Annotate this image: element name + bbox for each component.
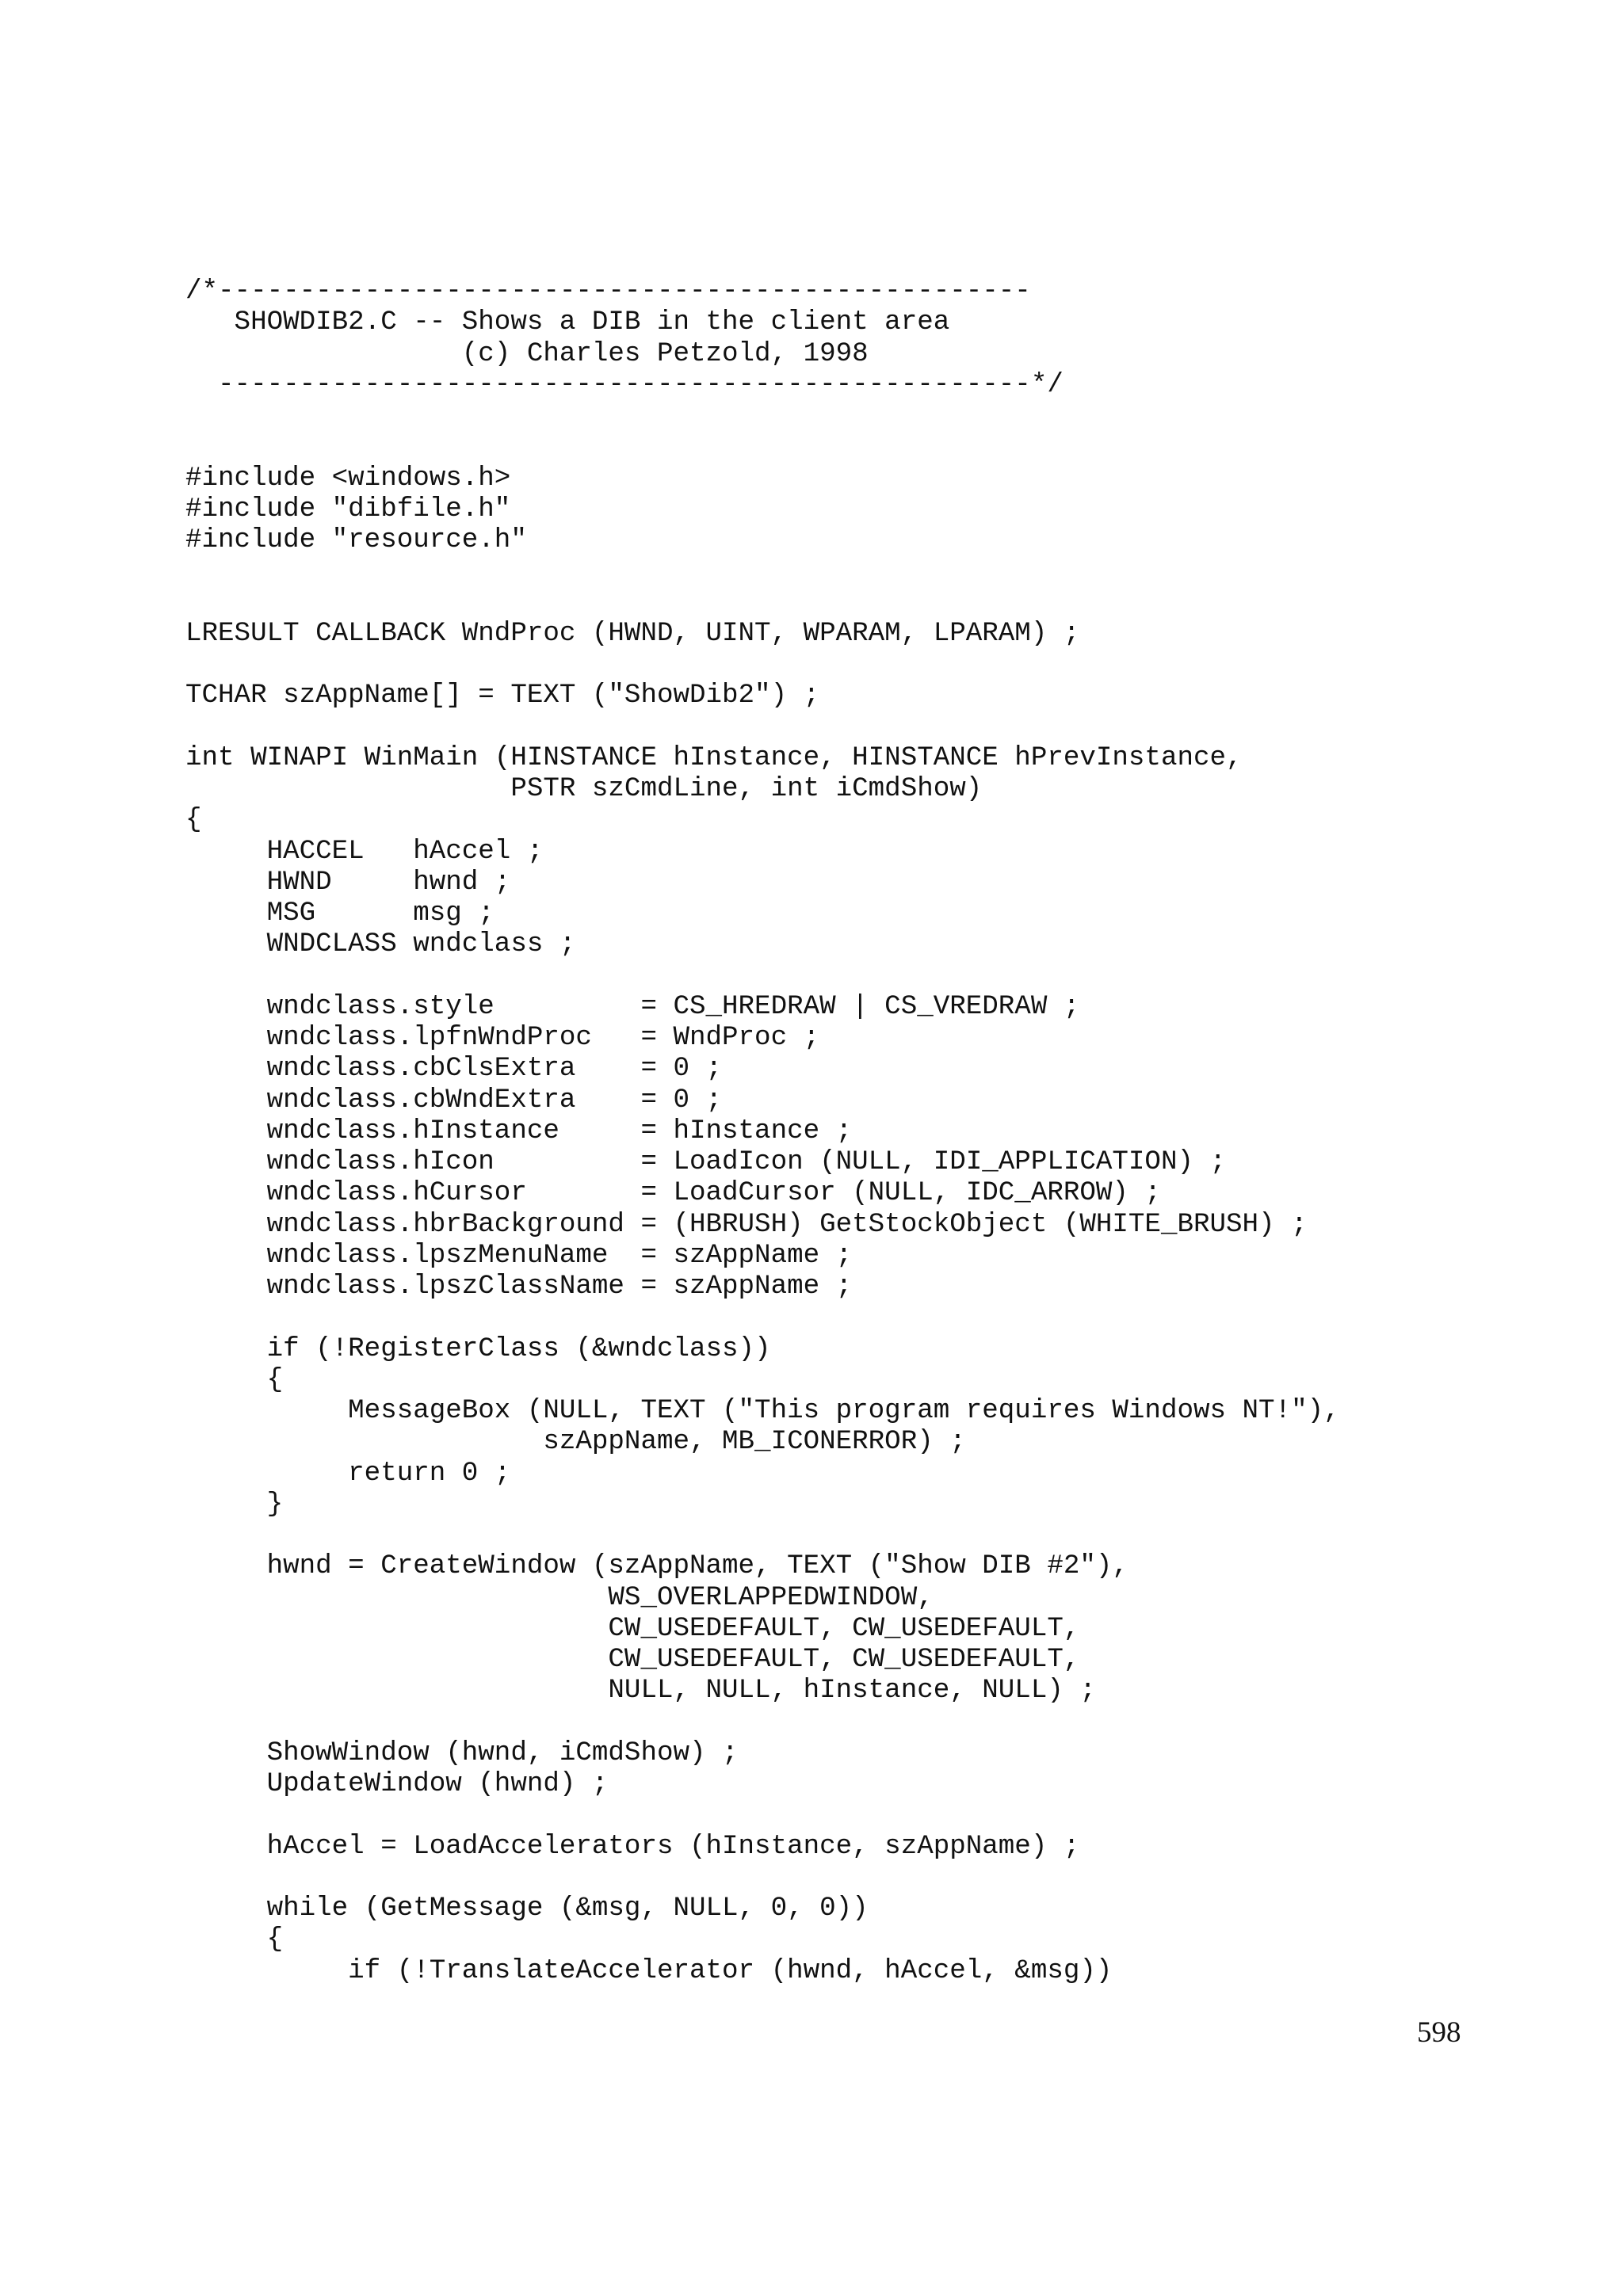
code-line: TCHAR szAppName[] = TEXT ("ShowDib2") ; (185, 681, 820, 711)
code-line: { (185, 1364, 284, 1395)
code-line: szAppName, MB_ICONERROR) ; (185, 1427, 966, 1458)
code-line (185, 712, 1340, 743)
code-line: wndclass.lpszClassName = szAppName ; (185, 1272, 853, 1302)
code-line: return 0 ; (185, 1458, 511, 1489)
code-line: NULL, NULL, hInstance, NULL) ; (185, 1676, 1096, 1707)
code-line (185, 401, 1340, 432)
code-line: wndclass.lpfnWndProc = WndProc ; (185, 1023, 820, 1053)
code-line: #include "dibfile.h" (185, 494, 511, 524)
code-line: HACCEL hAccel ; (185, 836, 544, 867)
code-line: /*-------------------------------------------------- (185, 277, 1031, 307)
code-line: UpdateWindow (hwnd) ; (185, 1769, 609, 1799)
code-line: CW_USEDEFAULT, CW_USEDEFAULT, (185, 1613, 1080, 1644)
code-line: wndclass.lpszMenuName = szAppName ; (185, 1240, 853, 1271)
code-line: WNDCLASS wndclass ; (185, 929, 576, 960)
page-number: 598 (1417, 2016, 1461, 2049)
code-line: if (!RegisterClass (&wndclass)) (185, 1333, 771, 1364)
code-line: --------------------------------------------------*/ (185, 369, 1064, 400)
code-listing (185, 277, 1340, 1987)
code-line (185, 650, 1340, 681)
code-line: wndclass.hCursor = LoadCursor (NULL, IDC_ARROW) ; (185, 1178, 1161, 1209)
code-line: while (GetMessage (&msg, NULL, 0, 0)) (185, 1894, 869, 1924)
code-line: wndclass.hIcon = LoadIcon (NULL, IDI_APPLICATION) ; (185, 1147, 1227, 1177)
code-line (185, 1707, 1340, 1738)
code-line (185, 432, 1340, 463)
code-line: { (185, 805, 202, 836)
code-line: WS_OVERLAPPEDWINDOW, (185, 1582, 934, 1613)
code-line: HWND hwnd ; (185, 867, 511, 898)
code-line: hAccel = LoadAccelerators (hInstance, szAppName) ; (185, 1831, 1080, 1862)
code-line: LRESULT CALLBACK WndProc (HWND, UINT, WPARAM, LPARAM) ; (185, 618, 1080, 649)
code-line: #include <windows.h> (185, 463, 511, 494)
code-line (185, 1800, 1340, 1831)
code-line: SHOWDIB2.C -- Shows a DIB in the client area (185, 307, 950, 338)
code-line (185, 1863, 1340, 1894)
code-line: wndclass.cbWndExtra = 0 ; (185, 1085, 723, 1116)
code-line: if (!TranslateAccelerator (hwnd, hAccel, &msg)) (185, 1955, 1113, 1986)
code-line: hwnd = CreateWindow (szAppName, TEXT ("Show DIB #2"), (185, 1551, 1128, 1582)
code-line: MessageBox (NULL, TEXT ("This program requires Windows NT!"), (185, 1396, 1340, 1426)
code-line: CW_USEDEFAULT, CW_USEDEFAULT, (185, 1645, 1080, 1675)
code-line: ShowWindow (hwnd, iCmdShow) ; (185, 1737, 739, 1768)
code-line: wndclass.style = CS_HREDRAW | CS_VREDRAW ; (185, 991, 1080, 1022)
code-line (185, 1302, 1340, 1333)
code-line (185, 1520, 1340, 1551)
code-line: wndclass.hbrBackground = (HBRUSH) GetStockObject (WHITE_BRUSH) ; (185, 1209, 1308, 1240)
code-line: } (185, 1489, 284, 1520)
code-line: (c) Charles Petzold, 1998 (185, 338, 869, 369)
code-line (185, 961, 1340, 992)
code-line: wndclass.hInstance = hInstance ; (185, 1116, 853, 1146)
code-line: #include "resource.h" (185, 525, 527, 555)
code-line: PSTR szCmdLine, int iCmdShow) (185, 774, 983, 804)
code-line: int WINAPI WinMain (HINSTANCE hInstance, HINSTANCE hPrevInstance, (185, 742, 1243, 773)
code-line: MSG msg ; (185, 898, 495, 929)
code-line: { (185, 1924, 284, 1955)
code-line (185, 556, 1340, 587)
code-line (185, 588, 1340, 619)
code-line: wndclass.cbClsExtra = 0 ; (185, 1054, 723, 1085)
